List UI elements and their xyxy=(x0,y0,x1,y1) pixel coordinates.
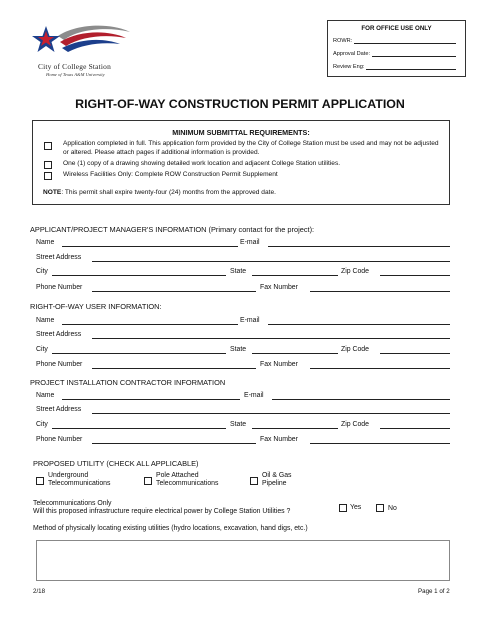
requirement-text-1: Application completed in full. This application form provided by the City of College Station must be used and may not be adjusted or altered. Please attach pages if additional information is provided. xyxy=(63,140,439,156)
city-logo-icon xyxy=(30,22,140,64)
row-user-name-label: Name xyxy=(36,317,55,324)
approval-date-field[interactable] xyxy=(333,51,456,57)
row-user-fax-label: Fax Number xyxy=(260,361,298,368)
office-use-box xyxy=(327,20,466,77)
requirement-checkbox-3[interactable] xyxy=(44,172,52,180)
row-user-name-field[interactable] xyxy=(62,324,238,325)
pole-attached-telecom-checkbox[interactable] xyxy=(144,477,152,485)
row-user-street-label: Street Address xyxy=(36,331,82,338)
applicant-street-field[interactable] xyxy=(92,261,450,262)
row-user-email-label: E-mail xyxy=(240,317,260,324)
contractor-city-field[interactable] xyxy=(52,428,226,429)
applicant-city-field[interactable] xyxy=(52,275,226,276)
applicant-email-label: E-mail xyxy=(240,239,260,246)
applicant-zip-field[interactable] xyxy=(380,275,450,276)
contractor-street-field[interactable] xyxy=(92,413,450,414)
row-user-zip-label: Zip Code xyxy=(341,346,369,353)
requirement-text-3: Wireless Facilities Only: Complete ROW Construction Permit Supplement xyxy=(63,171,278,178)
underground-telecom-label: Underground Telecommunications xyxy=(48,472,111,488)
row-user-phone-label: Phone Number xyxy=(36,361,83,368)
requirement-text-2: One (1) copy of a drawing showing detailed work location and adjacent College Station utilities. xyxy=(63,160,341,167)
method-textarea[interactable] xyxy=(36,540,450,581)
permit-expiry-note: NOTE: This permit shall expire twenty-four (24) months from the approved date. xyxy=(43,189,276,196)
contractor-name-field[interactable] xyxy=(62,399,240,400)
contractor-state-field[interactable] xyxy=(252,428,338,429)
applicant-email-field[interactable] xyxy=(268,246,450,247)
rowr-field[interactable] xyxy=(333,38,456,44)
requirements-box xyxy=(32,120,450,205)
page-number: Page 1 of 2 xyxy=(418,588,450,595)
applicant-fax-field[interactable] xyxy=(310,291,450,292)
row-user-email-field[interactable] xyxy=(268,324,450,325)
row-user-phone-field[interactable] xyxy=(92,368,256,369)
utility-heading: PROPOSED UTILITY (CHECK ALL APPLICABLE) xyxy=(33,459,199,468)
yes-checkbox[interactable] xyxy=(339,504,347,512)
yes-label: Yes xyxy=(350,504,362,511)
contractor-state-label: State xyxy=(230,421,247,428)
contractor-zip-label: Zip Code xyxy=(341,421,369,428)
applicant-name-label: Name xyxy=(36,239,55,246)
contractor-fax-label: Fax Number xyxy=(260,436,298,443)
applicant-heading: APPLICANT/PROJECT MANAGER'S INFORMATION (Primary contact for the project): xyxy=(30,225,315,234)
requirement-checkbox-2[interactable] xyxy=(44,161,52,169)
city-tagline: Home of Texas A&M University xyxy=(46,72,105,77)
contractor-name-label: Name xyxy=(36,392,55,399)
contractor-city-label: City xyxy=(36,421,48,428)
approval-date-label: Approval Date: xyxy=(333,51,371,57)
requirements-title: MINIMUM SUBMITTAL REQUIREMENTS: xyxy=(172,128,310,137)
oil-gas-pipeline-label: Oil & Gas Pipeline xyxy=(262,472,292,488)
electrical-power-question: Will this proposed infrastructure require electrical power by College Station Utilities ? xyxy=(33,508,291,515)
contractor-fax-field[interactable] xyxy=(310,443,450,444)
contractor-email-field[interactable] xyxy=(272,399,450,400)
oil-gas-pipeline-checkbox[interactable] xyxy=(250,477,258,485)
applicant-street-label: Street Address xyxy=(36,254,82,261)
applicant-phone-label: Phone Number xyxy=(36,284,83,291)
row-user-state-label: State xyxy=(230,346,247,353)
requirement-checkbox-1[interactable] xyxy=(44,142,52,150)
city-name: City of College Station xyxy=(38,62,111,71)
contractor-phone-label: Phone Number xyxy=(36,436,83,443)
applicant-phone-field[interactable] xyxy=(92,291,256,292)
row-user-zip-field[interactable] xyxy=(380,353,450,354)
row-user-fax-field[interactable] xyxy=(310,368,450,369)
contractor-email-label: E-mail xyxy=(244,392,264,399)
office-use-title: FOR OFFICE USE ONLY xyxy=(361,25,432,32)
pole-attached-telecom-label: Pole Attached Telecommunications xyxy=(156,472,219,488)
row-user-street-field[interactable] xyxy=(92,338,450,339)
row-user-state-field[interactable] xyxy=(252,353,338,354)
applicant-zip-label: Zip Code xyxy=(341,268,369,275)
applicant-state-field[interactable] xyxy=(252,275,338,276)
underground-telecom-checkbox[interactable] xyxy=(36,477,44,485)
contractor-zip-field[interactable] xyxy=(380,428,450,429)
rowr-label: ROWR: xyxy=(333,38,353,44)
contractor-heading: PROJECT INSTALLATION CONTRACTOR INFORMATION xyxy=(30,378,226,387)
contractor-phone-field[interactable] xyxy=(92,443,256,444)
applicant-name-field[interactable] xyxy=(62,246,238,247)
applicant-fax-label: Fax Number xyxy=(260,284,298,291)
method-label: Method of physically locating existing utilities (hydro locations, excavation, hand digs, etc.) xyxy=(33,525,308,532)
applicant-city-label: City xyxy=(36,268,48,275)
applicant-state-label: State xyxy=(230,268,247,275)
no-checkbox[interactable] xyxy=(376,504,384,512)
telecom-only-label: Telecommunications Only xyxy=(33,500,112,507)
review-eng-field[interactable] xyxy=(333,64,456,70)
review-eng-label: Review Eng: xyxy=(333,64,365,70)
page-title: RIGHT-OF-WAY CONSTRUCTION PERMIT APPLICATION xyxy=(75,97,405,111)
no-label: No xyxy=(388,505,397,512)
row-user-city-label: City xyxy=(36,346,48,353)
form-date: 2/18 xyxy=(33,588,46,595)
row-user-heading: RIGHT-OF-WAY USER INFORMATION: xyxy=(30,302,162,311)
contractor-street-label: Street Address xyxy=(36,406,82,413)
row-user-city-field[interactable] xyxy=(52,353,226,354)
